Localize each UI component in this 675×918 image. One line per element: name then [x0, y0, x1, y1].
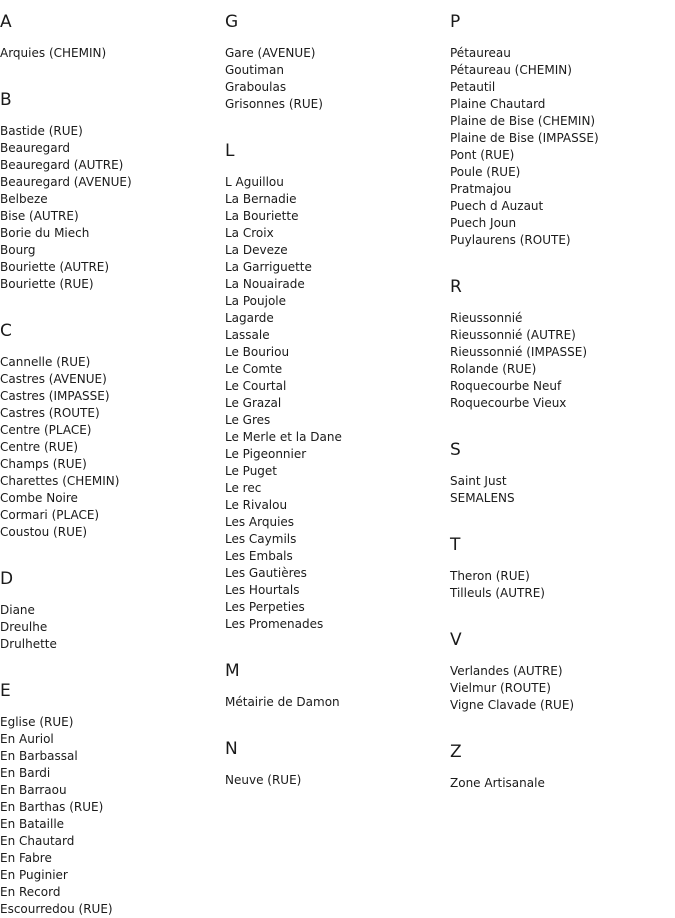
street-item-en-barthas-rue[interactable]: En Barthas (RUE) [0, 800, 104, 814]
street-item-plaine-de-bise-chemin[interactable]: Plaine de Bise (CHEMIN) [450, 114, 596, 128]
street-item-pont-rue[interactable]: Pont (RUE) [450, 148, 515, 162]
street-item-puech-joun[interactable]: Puech Joun [450, 216, 517, 230]
street-item-beauregard[interactable]: Beauregard [0, 141, 70, 155]
street-item-theron-rue[interactable]: Theron (RUE) [450, 569, 530, 583]
letter-group-e [0, 681, 222, 918]
street-item-escourredou-rue[interactable]: Escourredou (RUE) [0, 902, 113, 916]
street-item-rieussonnie-impasse[interactable]: Rieussonnié (IMPASSE) [450, 345, 587, 359]
street-list [0, 45, 222, 62]
letter-group-g [225, 12, 447, 113]
street-item-cannelle-rue[interactable]: Cannelle (RUE) [0, 355, 91, 369]
street-item-combe-noire[interactable]: Combe Noire [0, 491, 78, 505]
street-item-en-barraou[interactable]: En Barraou [0, 783, 67, 797]
street-item-charettes-chemin[interactable]: Charettes (CHEMIN) [0, 474, 120, 488]
letter-heading-d: D [0, 569, 14, 589]
street-item-en-chautard[interactable]: En Chautard [0, 834, 75, 848]
street-item-roquecourbe-vieux[interactable]: Roquecourbe Vieux [450, 396, 567, 410]
street-item-diane[interactable]: Diane [0, 603, 35, 617]
street-item-castres-impasse[interactable]: Castres (IMPASSE) [0, 389, 110, 403]
street-item-neuve-rue[interactable]: Neuve (RUE) [225, 773, 302, 787]
street-item-les-gautieres[interactable]: Les Gautières [225, 566, 307, 580]
letter-group-c [0, 321, 222, 541]
street-index-column-1 [0, 0, 222, 918]
street-item-les-arquies[interactable]: Les Arquies [225, 515, 295, 529]
street-item-puylaurens-route[interactable]: Puylaurens (ROUTE) [450, 233, 571, 247]
street-item-centre-place[interactable]: Centre (PLACE) [0, 423, 92, 437]
street-list [450, 473, 672, 507]
street-item-les-hourtals[interactable]: Les Hourtals [225, 583, 300, 597]
letter-heading-t: T [450, 535, 461, 555]
street-item-pratmajou[interactable]: Pratmajou [450, 182, 512, 196]
street-item-en-barbassal[interactable]: En Barbassal [0, 749, 78, 763]
street-item-grisonnes-rue[interactable]: Grisonnes (RUE) [225, 97, 323, 111]
street-item-en-bataille[interactable]: En Bataille [0, 817, 65, 831]
letter-group-m [225, 661, 447, 711]
street-item-petautil[interactable]: Petautil [450, 80, 496, 94]
letter-group-v [450, 630, 672, 714]
street-item-goutiman[interactable]: Goutiman [225, 63, 284, 77]
street-item-rieussonnie[interactable]: Rieussonnié [450, 311, 523, 325]
letter-group-p [450, 12, 672, 249]
street-item-zone-artisanale[interactable]: Zone Artisanale [450, 776, 545, 790]
street-item-le-grazal[interactable]: Le Grazal [225, 396, 282, 410]
street-list [450, 568, 672, 602]
letter-group-n [225, 739, 447, 789]
letter-group-d [0, 569, 222, 653]
street-item-drulhette[interactable]: Drulhette [0, 637, 57, 651]
letter-heading-s: S [450, 440, 461, 460]
street-item-le-comte[interactable]: Le Comte [225, 362, 283, 376]
street-item-eglise-rue[interactable]: Eglise (RUE) [0, 715, 74, 729]
street-index-column-3 [450, 0, 672, 792]
letter-group-r [450, 277, 672, 412]
street-item-la-bernadie[interactable]: La Bernadie [225, 192, 297, 206]
street-item-le-rec[interactable]: Le rec [225, 481, 262, 495]
street-list [0, 354, 222, 541]
street-item-les-caymils[interactable]: Les Caymils [225, 532, 297, 546]
street-item-la-croix[interactable]: La Croix [225, 226, 274, 240]
street-item-le-rivalou[interactable]: Le Rivalou [225, 498, 288, 512]
street-item-tilleuls-autre[interactable]: Tilleuls (AUTRE) [450, 586, 545, 600]
street-item-les-perpeties[interactable]: Les Perpeties [225, 600, 305, 614]
letter-heading-b: B [0, 90, 12, 110]
street-list [225, 772, 447, 789]
letter-heading-e: E [0, 681, 11, 701]
letter-group-b [0, 90, 222, 293]
street-item-la-garriguette[interactable]: La Garriguette [225, 260, 312, 274]
street-item-belbeze[interactable]: Belbeze [0, 192, 48, 206]
street-list [225, 174, 447, 633]
street-item-le-courtal[interactable]: Le Courtal [225, 379, 287, 393]
street-item-en-fabre[interactable]: En Fabre [0, 851, 52, 865]
letter-heading-a: A [0, 12, 12, 32]
street-item-vigne-clavade-rue[interactable]: Vigne Clavade (RUE) [450, 698, 575, 712]
street-item-les-embals[interactable]: Les Embals [225, 549, 293, 563]
street-item-le-bouriou[interactable]: Le Bouriou [225, 345, 290, 359]
street-item-en-record[interactable]: En Record [0, 885, 61, 899]
street-item-arquies-chemin[interactable]: Arquies (CHEMIN) [0, 46, 107, 60]
street-item-coustou-rue[interactable]: Coustou (RUE) [0, 525, 88, 539]
street-item-plaine-chautard[interactable]: Plaine Chautard [450, 97, 546, 111]
street-item-en-bardi[interactable]: En Bardi [0, 766, 51, 780]
street-item-puech-d-auzaut[interactable]: Puech d Auzaut [450, 199, 544, 213]
street-item-roquecourbe-neuf[interactable]: Roquecourbe Neuf [450, 379, 562, 393]
street-item-poule-rue[interactable]: Poule (RUE) [450, 165, 521, 179]
street-item-le-merle-et-la-dane[interactable]: Le Merle et la Dane [225, 430, 342, 444]
street-item-petaureau-chemin[interactable]: Pétaureau (CHEMIN) [450, 63, 572, 77]
street-item-la-poujole[interactable]: La Poujole [225, 294, 287, 308]
letter-heading-v: V [450, 630, 462, 650]
letter-group-s [450, 440, 672, 507]
street-list [0, 714, 222, 918]
street-item-en-puginier[interactable]: En Puginier [0, 868, 68, 882]
street-item-gare-avenue[interactable]: Gare (AVENUE) [225, 46, 316, 60]
street-item-bourg[interactable]: Bourg [0, 243, 36, 257]
street-item-lassale[interactable]: Lassale [225, 328, 270, 342]
street-list [225, 694, 447, 711]
street-list [450, 775, 672, 792]
letter-heading-c: C [0, 321, 12, 341]
street-list [450, 663, 672, 714]
street-item-la-nouairade[interactable]: La Nouairade [225, 277, 305, 291]
street-item-lagarde[interactable]: Lagarde [225, 311, 274, 325]
letter-heading-z: Z [450, 742, 462, 762]
street-item-saint-just[interactable]: Saint Just [450, 474, 507, 488]
letter-group-l [225, 141, 447, 633]
street-item-graboulas[interactable]: Graboulas [225, 80, 287, 94]
street-item-beauregard-autre[interactable]: Beauregard (AUTRE) [0, 158, 124, 172]
street-item-en-auriol[interactable]: En Auriol [0, 732, 54, 746]
street-item-borie-du-miech[interactable]: Borie du Miech [0, 226, 90, 240]
street-item-centre-rue[interactable]: Centre (RUE) [0, 440, 79, 454]
street-item-vielmur-route[interactable]: Vielmur (ROUTE) [450, 681, 551, 695]
street-item-rieussonnie-autre[interactable]: Rieussonnié (AUTRE) [450, 328, 576, 342]
street-item-metairie-de-damon[interactable]: Métairie de Damon [225, 695, 340, 709]
street-item-champs-rue[interactable]: Champs (RUE) [0, 457, 87, 471]
street-item-rolande-rue[interactable]: Rolande (RUE) [450, 362, 537, 376]
street-item-le-pigeonnier[interactable]: Le Pigeonnier [225, 447, 307, 461]
letter-group-z [450, 742, 672, 792]
street-item-beauregard-avenue[interactable]: Beauregard (AVENUE) [0, 175, 132, 189]
letter-heading-m: M [225, 661, 240, 681]
street-index-column-2 [225, 0, 447, 789]
street-item-bouriette-autre[interactable]: Bouriette (AUTRE) [0, 260, 110, 274]
street-item-la-deveze[interactable]: La Deveze [225, 243, 288, 257]
street-list [0, 123, 222, 293]
street-list [0, 602, 222, 653]
street-item-l-aguillou[interactable]: L Aguillou [225, 175, 284, 189]
letter-group-a [0, 12, 222, 62]
letter-heading-n: N [225, 739, 238, 759]
street-item-castres-route[interactable]: Castres (ROUTE) [0, 406, 100, 420]
street-list [450, 45, 672, 249]
street-item-bise-autre[interactable]: Bise (AUTRE) [0, 209, 79, 223]
street-item-les-promenades[interactable]: Les Promenades [225, 617, 324, 631]
letter-group-t [450, 535, 672, 602]
letter-heading-g: G [225, 12, 239, 32]
street-item-bastide-rue[interactable]: Bastide (RUE) [0, 124, 83, 138]
street-list [450, 310, 672, 412]
street-item-verlandes-autre[interactable]: Verlandes (AUTRE) [450, 664, 563, 678]
letter-heading-l: L [225, 141, 235, 161]
street-item-plaine-de-bise-impasse[interactable]: Plaine de Bise (IMPASSE) [450, 131, 599, 145]
street-item-le-gres[interactable]: Le Gres [225, 413, 271, 427]
street-list [225, 45, 447, 113]
letter-heading-r: R [450, 277, 462, 297]
street-item-le-puget[interactable]: Le Puget [225, 464, 278, 478]
street-item-la-bouriette[interactable]: La Bouriette [225, 209, 299, 223]
street-item-castres-avenue[interactable]: Castres (AVENUE) [0, 372, 107, 386]
street-item-bouriette-rue[interactable]: Bouriette (RUE) [0, 277, 94, 291]
street-item-semalens[interactable]: SEMALENS [450, 491, 515, 505]
street-item-dreulhe[interactable]: Dreulhe [0, 620, 48, 634]
street-item-cormari-place[interactable]: Cormari (PLACE) [0, 508, 100, 522]
letter-heading-p: P [450, 12, 461, 32]
street-item-petaureau[interactable]: Pétaureau [450, 46, 511, 60]
